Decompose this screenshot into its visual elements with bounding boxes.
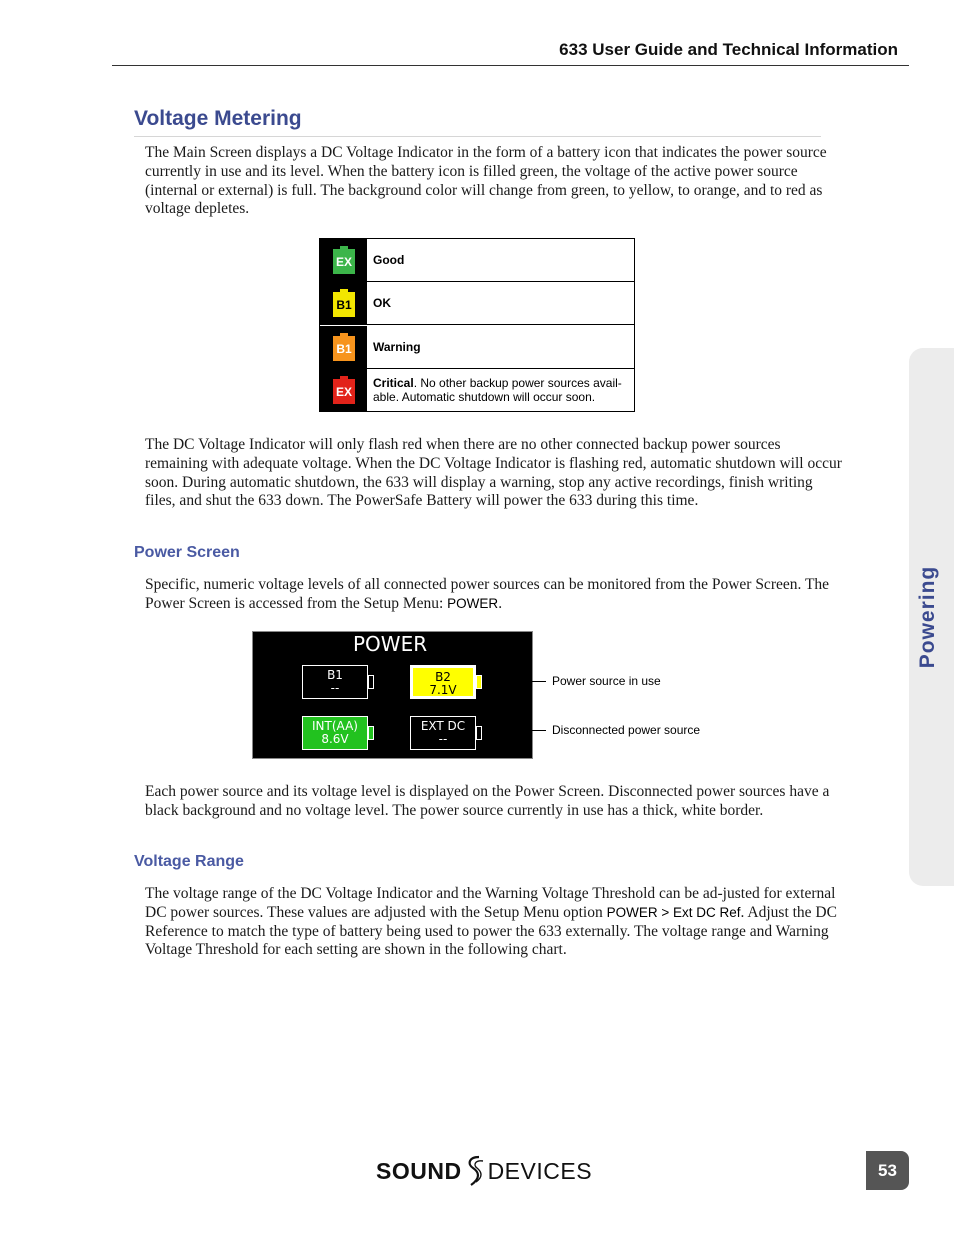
callout-line [490,681,546,682]
source-b1: B1 -- [302,665,368,699]
source-int-aa: INT(AA) 8.6V [302,716,368,750]
level-icon-cell [320,282,367,325]
callout-disconnected: Disconnected power source [552,723,701,737]
power-screen-title: POWER [353,632,428,656]
level-label-warning: Warning [367,326,634,369]
battery-critical-icon: EX [333,376,355,404]
voltage-range-paragraph: The voltage range of the DC Voltage Indicator and the Warning Voltage Threshold can be ad-justed for external DC power sources. These values are adjusted with the Setup Menu option POWER > Ext DC Ref. Adjust the DC Reference to match the type of battery being used to power the 633 externally. The voltage range and Warning Voltage Threshold for each setting are shown in the following chart. [145,885,837,959]
logo-devices: DEVICES [487,1157,593,1184]
setup-menu-power: POWER [447,595,499,611]
intro-paragraph: The Main Screen displays a DC Voltage Indicator in the form of a battery icon that indicates the power source currently in use and its level. When the battery icon is filled green, the voltage of the active power source (internal or external) is full. The background color will change from green, to yellow, to orange, and to red as voltage depletes. [145,144,827,218]
level-label-ok: OK [367,282,634,325]
logo-wave-icon [463,1154,487,1188]
source-ext-dc: EXT DC -- [410,716,476,750]
level-label-good: Good [367,239,634,282]
level-row-good [320,239,634,282]
level-label-critical: Critical. No other backup power sources avail-able. Automatic shutdown will occur soon. [373,376,622,404]
battery-nub-icon [368,726,374,740]
header-rule [112,65,909,66]
battery-nub-icon [368,675,374,689]
battery-good-icon: EX [333,246,355,274]
power-screen-figure [252,631,533,759]
level-row-critical [320,369,634,412]
power-screen-heading: Power Screen [134,544,240,561]
battery-nub-icon [476,726,482,740]
chapter-tab-label: Powering [916,565,939,669]
battery-ok-icon: B1 [333,289,355,317]
callout-in-use: Power source in use [552,674,661,688]
level-icon-cell [320,326,367,369]
battery-warning-icon: B1 [333,333,355,361]
critical-note: . No other backup power sources avail-able. Automatic shutdown will occur soon. [373,376,622,404]
battery-nub-icon [476,675,482,689]
level-row-ok [320,282,634,325]
voltage-range-heading: Voltage Range [134,853,244,870]
page-number: 53 [866,1151,909,1190]
power-screen-paragraph: Specific, numeric voltage levels of all connected power sources can be monitored from the Power Screen. The Power Screen is accessed from the Setup Menu: POWER. [145,576,830,612]
power-screen-description: Each power source and its voltage level is displayed on the Power Screen. Disconnected power sources have a black background and no voltage level. The power source currently in use has a thick, white border. [145,783,830,819]
section-title: Voltage Metering [134,107,302,130]
sound-devices-logo [376,1153,596,1189]
battery-level-table [319,238,635,412]
level-icon-cell [320,239,367,282]
level-row-warning [320,326,634,369]
level-icon-cell [320,369,367,412]
source-b2-in-use: B2 7.1V [410,665,476,699]
setup-menu-ext-dc-ref: POWER > Ext DC Ref [606,904,741,920]
section-rule [134,136,821,137]
running-header: 633 User Guide and Technical Information [559,40,898,59]
callout-line [490,730,546,731]
flash-red-paragraph: The DC Voltage Indicator will only flash red when there are no other connected backup power sources remaining with adequate voltage. When the DC Voltage Indicator is flashing red, automatic shutdown will occur soon. During automatic shutdown, the 633 will display a warning, stop any active recordings, finish writing files, and shut the 633 down. The PowerSafe Battery will power the 633 during this time. [145,436,842,510]
logo-sound: SOUND [376,1157,462,1184]
